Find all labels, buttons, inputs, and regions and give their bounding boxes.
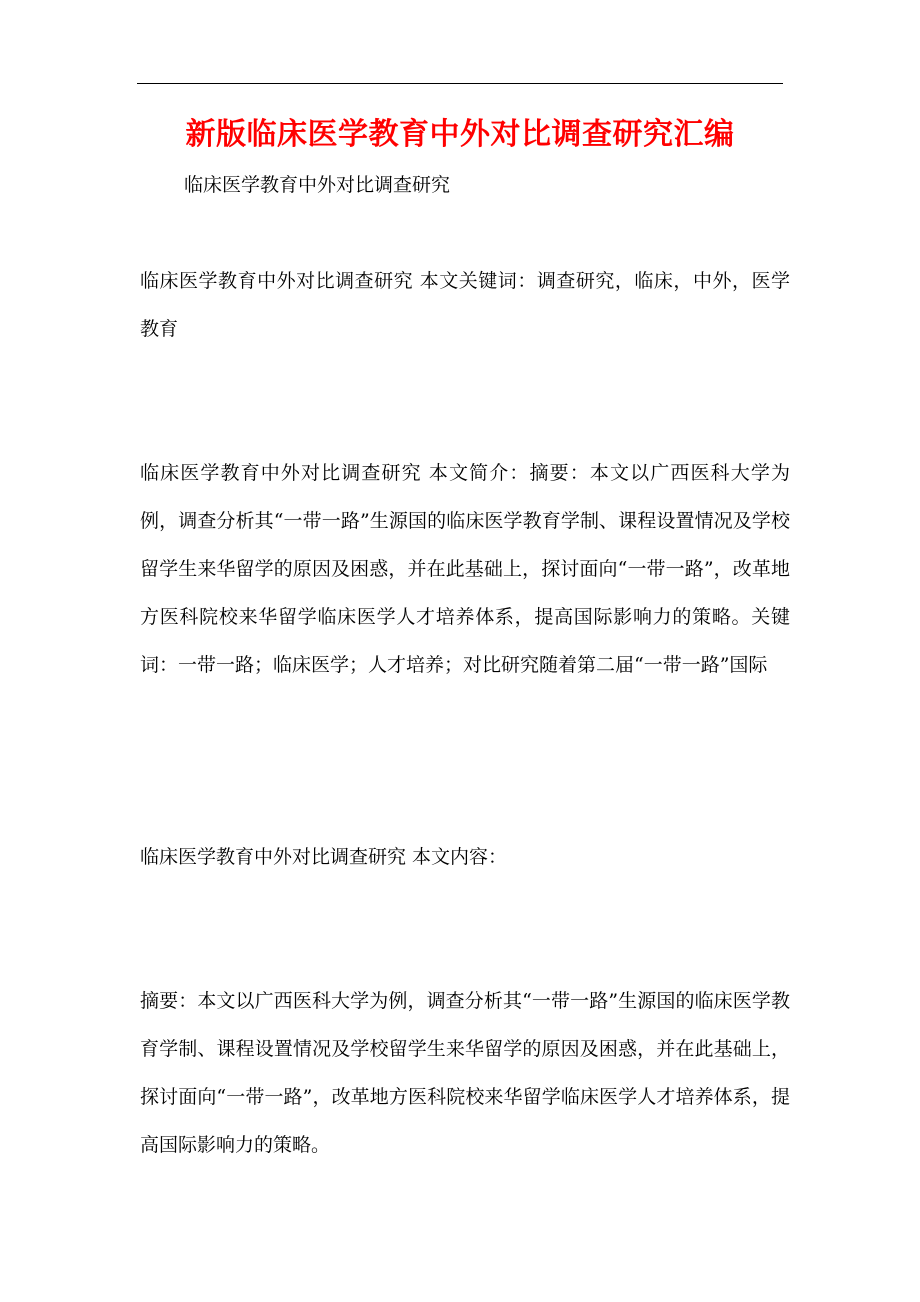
summary-paragraph: 临床医学教育中外对比调查研究 本文简介：摘要：本文以广西医科大学为例，调查分析其“一带一路”生源国的临床医学教育学制、课程设置情况及学校留学生来华留学的原因及困惑，并在此基础上，探讨面向“一带一路”，改革地方医科院校来华留学临床医学人才培养体系，提高国际影响力的策略。关键词：一带一路；临床医学；人才培养；对比研究随着第二届“一带一路”国际 — [140, 462, 790, 676]
abstract-paragraph: 摘要：本文以广西医科大学为例，调查分析其“一带一路”生源国的临床医学教育学制、课程设置情况及学校留学生来华留学的原因及困惑，并在此基础上，探讨面向“一带一路”，改革地方医科院校来华留学临床医学人才培养体系，提高国际影响力的策略。 — [140, 990, 790, 1156]
keywords-paragraph: 临床医学教育中外对比调查研究 本文关键词：调查研究，临床，中外，医学教育 — [140, 270, 790, 340]
document-title: 新版临床医学教育中外对比调查研究汇编 — [185, 117, 735, 152]
header-rule — [137, 83, 783, 84]
content-heading-paragraph: 临床医学教育中外对比调查研究 本文内容： — [140, 846, 508, 868]
document-subtitle: 临床医学教育中外对比调查研究 — [184, 174, 451, 196]
